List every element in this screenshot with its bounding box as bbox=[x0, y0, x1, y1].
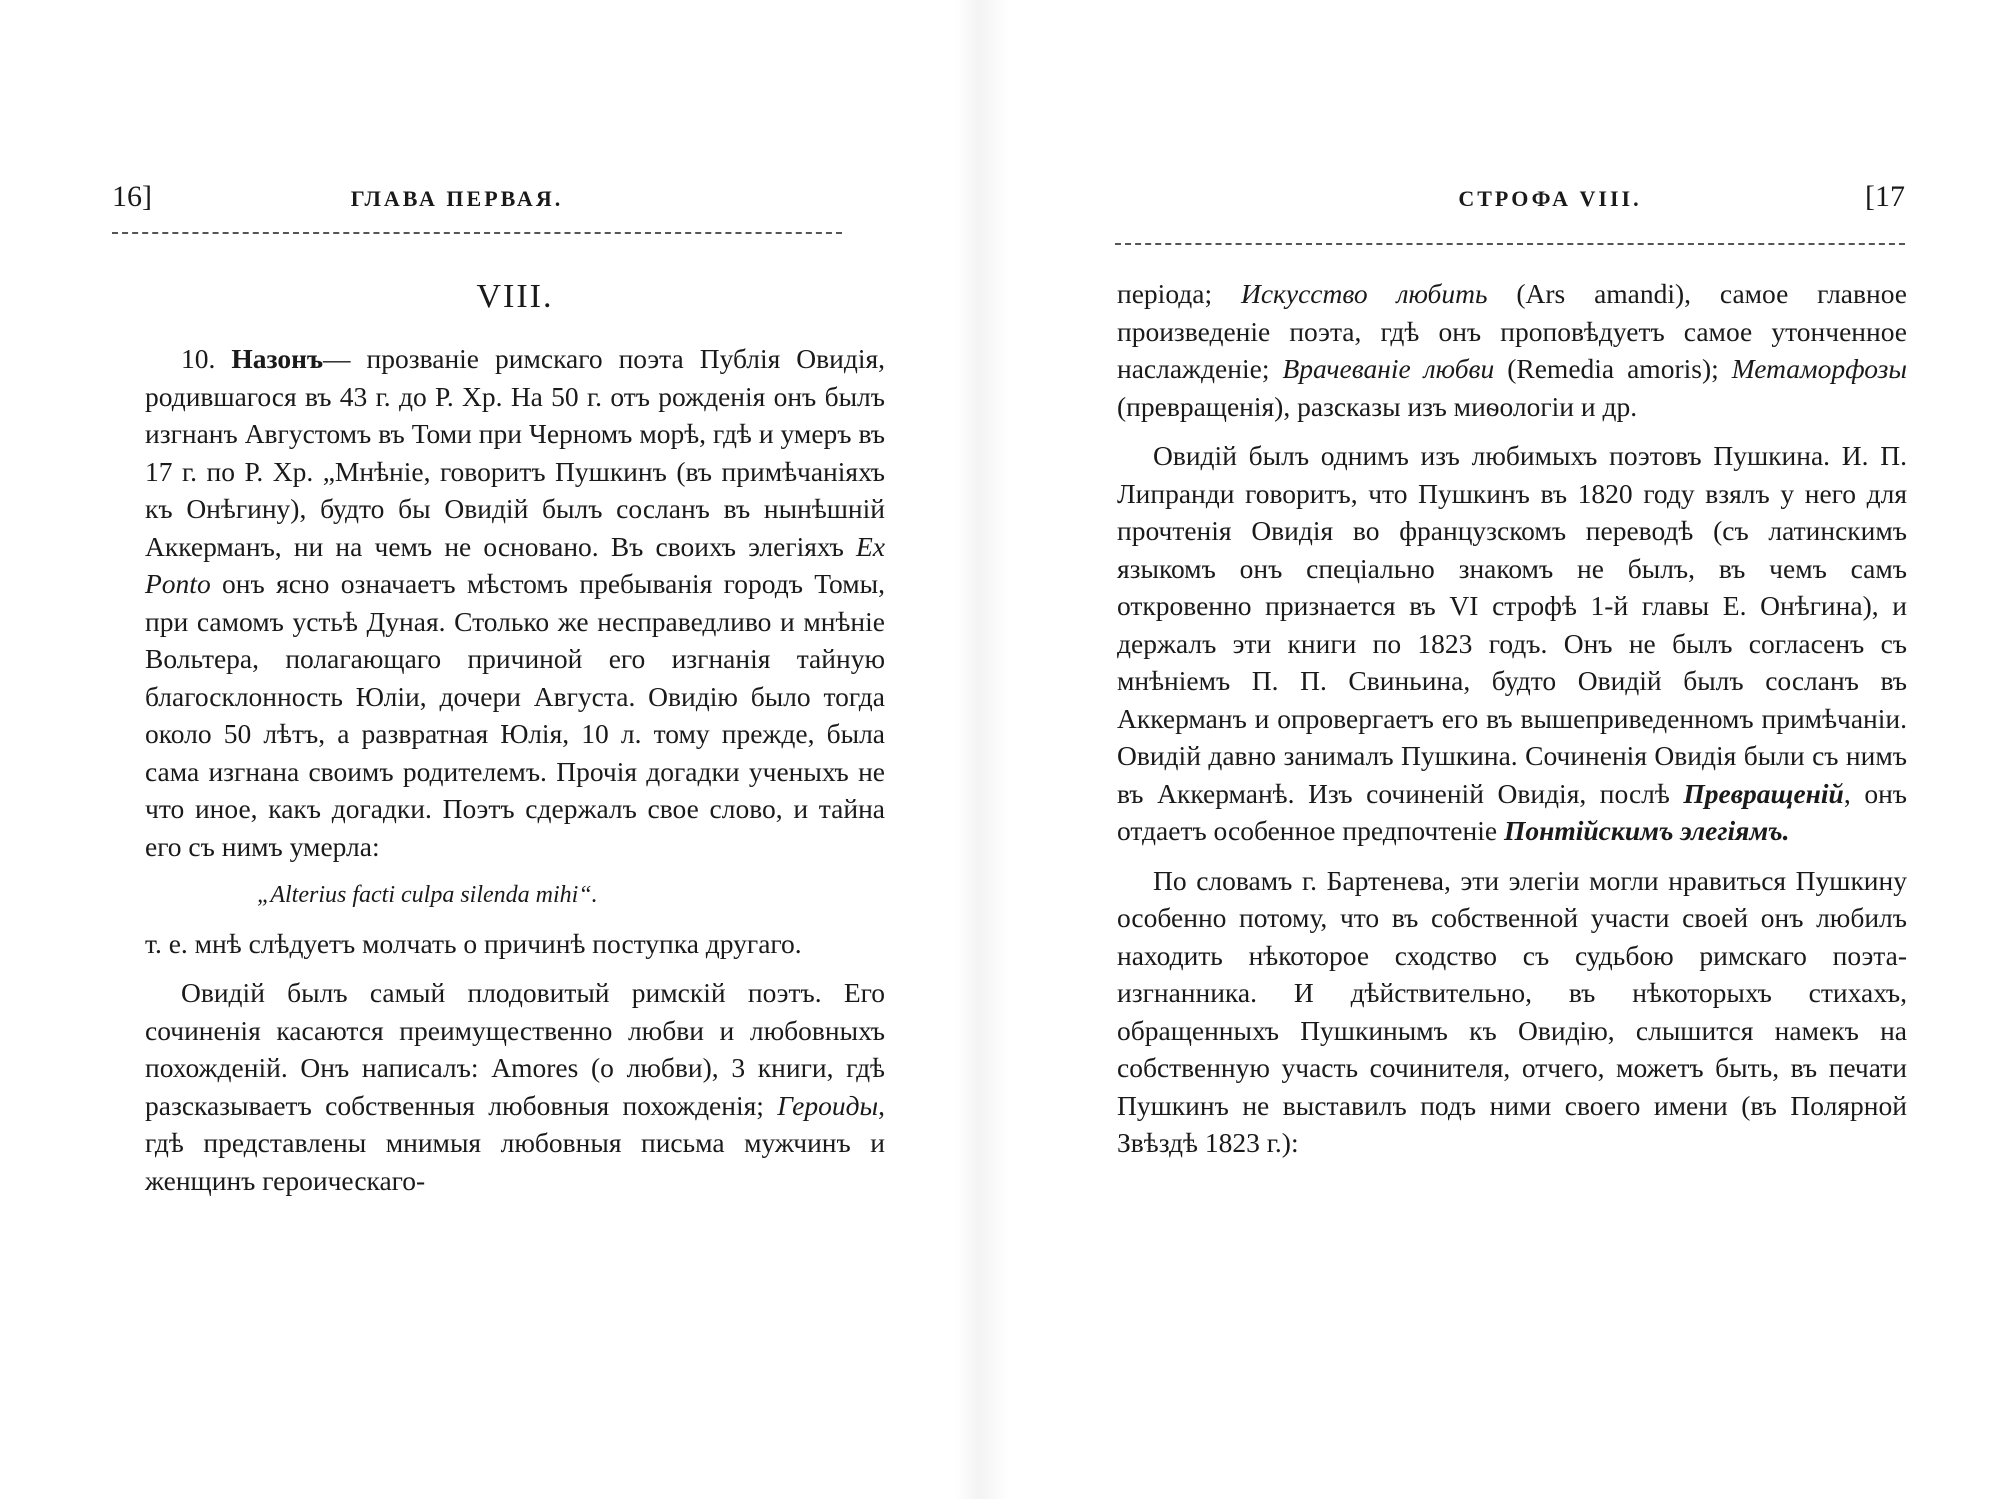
note-p3-end: , гдѣ представлены мнимыя любовныя письма мужчинъ и женщинъ героическаго- bbox=[145, 1089, 885, 1196]
right-paragraph-3: По словамъ г. Бартенева, эти элегіи могли нравиться Пушкину особенно потому, что въ собственной участи своей онъ любилъ находить нѣкоторое сходство съ судьбою римскаго поэта-изгнанника. И дѣйствительно, въ нѣкоторыхъ стихахъ, обращенныхъ Пушкинымъ къ Овидію, слышится намекъ на собственную участь сочинителя, отчего, можетъ быть, въ печати Пушкинъ не выставилъ подъ ними своего имени (въ Полярной Звѣздѣ 1823 г.): bbox=[1117, 864, 1907, 1158]
note-p1-end: онъ ясно означаетъ мѣстомъ пребыванія городъ Томы, при самомъ устьѣ Дуная. Столько же несправедливо и мнѣніе Вольтера, полагающаго причиной его изгнанія тайную благосклонность Юліи, дочери Августа. Овидію было тогда около 50 лѣтъ, а развратная Юлія, 10 л. тому прежде, была сама изгнана своимъ родителемъ. Прочія догадки ученыхъ не что иное, какъ догадки. Поэтъ сдержалъ свое слово, и тайна его съ нимъ умерла: bbox=[145, 568, 885, 862]
right-header-rule bbox=[1115, 233, 1905, 245]
right-page-number: [17 bbox=[1864, 180, 1905, 213]
note-p3-start: Овидій былъ самый плодовитый римскій поэтъ. Его сочиненія касаются преимущественно любви и любовныхъ похожденій. Онъ написалъ: Amores (о любви), 3 книги, гдѣ разсказываетъ собственныя любовныя похожденія; bbox=[145, 977, 885, 1121]
book-gutter bbox=[955, 0, 1010, 1499]
note-p1-italic: Ex Ponto bbox=[145, 530, 885, 599]
latin-quote: „Alterius facti culpa silenda mihi“. bbox=[257, 882, 598, 908]
r-p1-ital-b: Врачеваніе любви bbox=[1282, 353, 1495, 384]
r-p1-c: (Remedia amoris); bbox=[1494, 353, 1732, 384]
left-running-head bbox=[112, 180, 882, 220]
left-running-title: ГЛАВА ПЕРВАЯ. bbox=[350, 186, 564, 211]
note-p1-rest: — прозваніе римскаго поэта Публія Овидія, родившагося въ 43 г. до Р. Хр. На 50 г. отъ рожденія онъ былъ изгнанъ Августомъ въ Томи при Черномъ морѣ, гдѣ и умеръ въ 17 г. по Р. Хр. „Мнѣніе, говоритъ Пушкинъ (въ примѣчаніяхъ къ Онѣгину), будто бы Овидій былъ сосланъ въ нынѣшній Аккерманъ, ни на чемъ не основано. Въ своихъ элегіяхъ bbox=[145, 343, 885, 562]
r-p2-a: Овидій былъ однимъ изъ любимыхъ поэтовъ Пушкина. И. П. Липранди говоритъ, что Пушкинъ въ 1820 году взялъ у него для прочтенія Овидія во французскомъ переводѣ (съ латинскимъ языкомъ онъ спеціально знакомъ не былъ, въ чемъ самъ откровенно признается въ VI строфѣ 1-й главы Е. Онѣгина), и держалъ эти книги по 1823 годъ. Онъ не былъ согласенъ съ мнѣніемъ П. П. Свиньина, будто Овидій былъ сосланъ въ Аккерманъ и опровергаетъ его въ вышеприведенномъ примѣчаніи. Овидій давно занималъ Пушкина. Сочиненія Овидія были съ нимъ въ Аккерманѣ. Изъ сочиненій Овидія, послѣ bbox=[1117, 440, 1907, 809]
note-number: 10. bbox=[181, 343, 216, 374]
note-p3-italic: Героиды bbox=[777, 1089, 879, 1121]
r-p1-b: (Ars amandi), самое главное произведеніе поэта, гдѣ онъ проповѣдуетъ самое утонченное наслажденіе; bbox=[1117, 278, 1907, 384]
left-page-number: 16] bbox=[112, 180, 152, 213]
r-p1-ital-a: Искусство любить bbox=[1240, 278, 1488, 309]
note-paragraph-2: т. е. мнѣ слѣдуетъ молчать о причинѣ поступка другаго. bbox=[145, 927, 802, 959]
right-paragraph-2 bbox=[1117, 437, 1907, 850]
r-p1-a: періода; bbox=[1117, 278, 1241, 309]
note-term: Назонъ bbox=[231, 343, 324, 374]
r-p2-b: , онъ отдаетъ особенное предпочтеніе bbox=[1117, 777, 1908, 846]
left-page bbox=[40, 0, 930, 1499]
left-header-rule bbox=[112, 222, 842, 234]
r-p1-d: (превращенія), разсказы изъ миѳологіи и др. bbox=[1117, 390, 1638, 422]
right-paragraph-1 bbox=[1117, 275, 1907, 425]
right-page bbox=[1035, 0, 2000, 1499]
r-p1-ital-c: Метаморфозы bbox=[1731, 353, 1907, 384]
note-paragraph-1 bbox=[145, 340, 885, 865]
right-body-text bbox=[1117, 275, 1907, 1162]
right-running-title: СТРОФА VIII. bbox=[1458, 186, 1642, 211]
r-p2-ital-a: Превращеній bbox=[1683, 777, 1844, 809]
note-paragraph-3 bbox=[145, 974, 885, 1199]
r-p2-ital-b: Понтійскимъ элегіямъ. bbox=[1503, 815, 1790, 846]
right-running-head bbox=[1115, 180, 1905, 220]
section-numeral: VIII. bbox=[476, 278, 554, 315]
left-body-text bbox=[145, 340, 885, 1199]
